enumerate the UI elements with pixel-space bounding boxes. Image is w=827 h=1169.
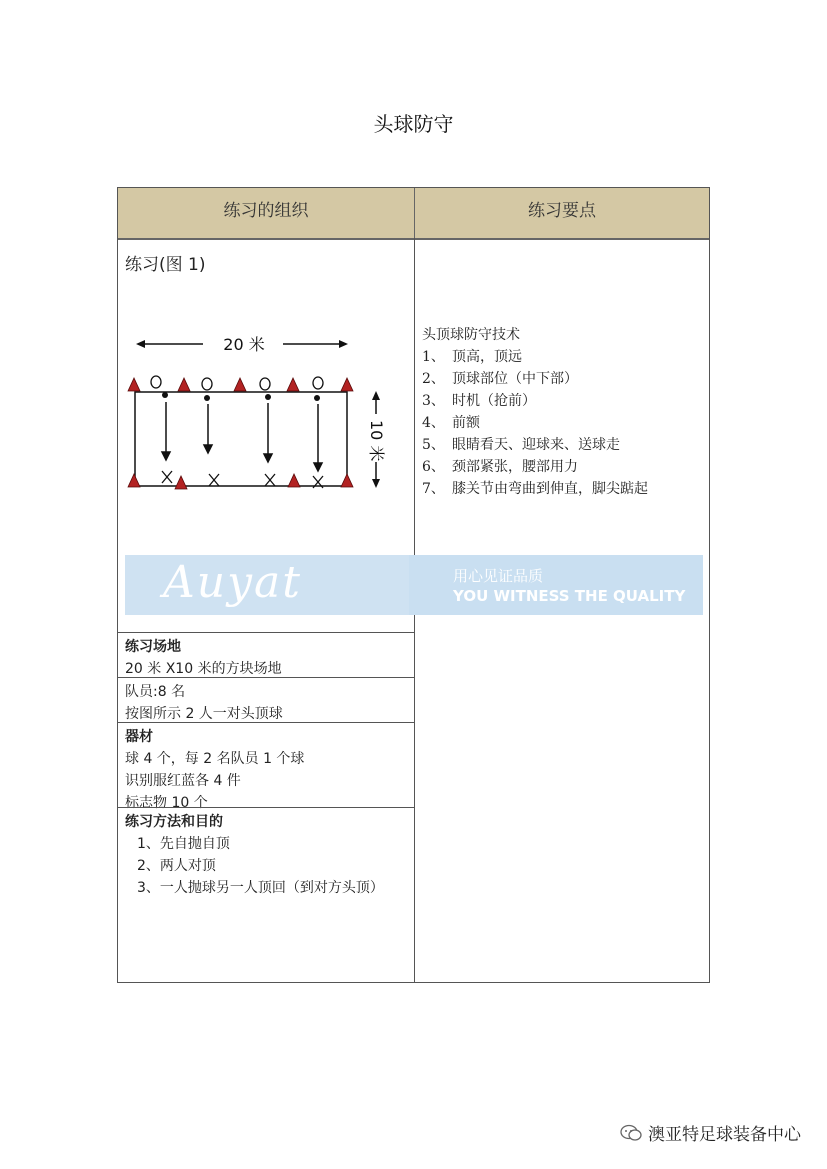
header-key-points: 练习要点: [528, 201, 596, 221]
key-point-item: 1、 顶高，顶远: [422, 349, 522, 365]
watermark-slogan-en: YOU WITNESS THE QUALITY: [453, 587, 686, 605]
equipment-item: 识别服红蓝各 4 件: [125, 773, 241, 789]
cone: [341, 474, 353, 487]
method-heading: 练习方法和目的: [125, 814, 223, 830]
field-rect: [135, 392, 347, 486]
key-point-item: 3、 时机（抢前）: [422, 393, 536, 409]
key-points: [422, 324, 648, 500]
players-pairing: 按图所示 2 人一对头顶球: [125, 706, 283, 722]
header-organization: 练习的组织: [118, 188, 415, 238]
key-point-item: 7、 膝关节由弯曲到伸直，脚尖踮起: [422, 481, 648, 497]
ball-arrows: [162, 402, 322, 471]
player-o: [202, 378, 212, 390]
ball: [162, 392, 168, 398]
cone: [128, 474, 140, 487]
chat-bubble-icon: [620, 1124, 642, 1142]
venue-heading: 练习场地: [125, 639, 181, 655]
width-label: 20 米: [223, 335, 265, 354]
player-o: [151, 376, 161, 388]
venue-text: 20 米 X10 米的方块场地: [125, 661, 282, 677]
players-section: [118, 677, 414, 722]
method-item: 3、一人抛球另一人顶回（到对方头顶）: [137, 880, 384, 896]
key-points-heading: 头顶球防守技术: [422, 327, 520, 343]
venue-section: [118, 632, 414, 677]
method-section: [118, 807, 414, 982]
cone: [178, 378, 190, 391]
ball: [265, 394, 271, 400]
page-title: 头球防守: [373, 112, 454, 136]
cone: [128, 378, 140, 391]
equipment-item: 标志物 10 个: [125, 795, 208, 811]
drill-table: [117, 187, 710, 983]
equipment-section: [118, 722, 414, 811]
exercise-label: 练习(图 1): [125, 255, 206, 275]
key-point-item: 2、 顶球部位（中下部）: [422, 371, 578, 387]
footer-account-name: 澳亚特足球装备中心: [648, 1125, 801, 1145]
footer-account[interactable]: [620, 1120, 801, 1145]
balls: [162, 392, 320, 401]
watermark-logo: Auyat: [163, 557, 302, 608]
players-count: 队员:8 名: [125, 684, 186, 700]
height-label: 10 米: [367, 420, 386, 462]
method-item: 1、先自抛自顶: [137, 836, 230, 852]
ball: [204, 395, 210, 401]
player-x: [265, 474, 275, 486]
cone: [234, 378, 246, 391]
player-x: [209, 474, 219, 486]
watermark-slogan-cn: 用心见证品质: [453, 567, 544, 585]
key-point-item: 6、 颈部紧张，腰部用力: [422, 459, 578, 475]
player-o: [260, 378, 270, 390]
ball: [314, 395, 320, 401]
key-point-item: 5、 眼睛看天、迎球来、送球走: [422, 437, 620, 453]
cone: [287, 378, 299, 391]
cone: [288, 474, 300, 487]
method-item: 2、两人对顶: [137, 858, 216, 874]
equipment-heading: 器材: [125, 729, 153, 745]
player-x: [162, 471, 172, 483]
drill-diagram: [118, 318, 414, 558]
table-header: [118, 188, 709, 240]
player-o: [313, 377, 323, 389]
key-point-item: 4、 前额: [422, 415, 480, 431]
equipment-item: 球 4 个，每 2 名队员 1 个球: [125, 751, 305, 767]
cone: [341, 378, 353, 391]
cone: [175, 476, 187, 489]
watermark-banner: [125, 555, 703, 615]
